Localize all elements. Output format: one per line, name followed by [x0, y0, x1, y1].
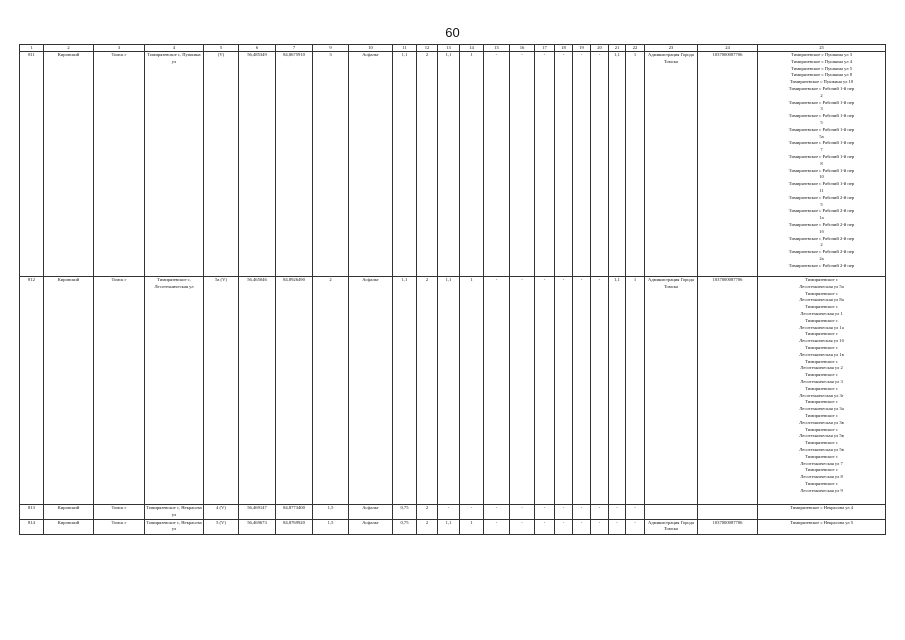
- served-address-line: Лесотехническая ул 7: [800, 460, 843, 466]
- column-header: 19: [573, 45, 591, 52]
- cell-value: -: [555, 519, 573, 534]
- served-address-line: Тимирязевское с Рабочий 2-й пер: [788, 235, 855, 241]
- cell-latitude: 56,469147: [239, 505, 276, 520]
- page-number: 60: [445, 25, 460, 40]
- served-address-line: Тимирязевское с: [805, 399, 838, 405]
- cell-area: 2: [313, 277, 349, 505]
- served-address-line: 3: [820, 106, 823, 112]
- served-address-line: Тимирязевское с: [805, 331, 838, 337]
- table-row: [20, 505, 886, 520]
- cell-settlement: Томск г: [94, 277, 145, 505]
- served-address-line: 8: [820, 160, 823, 166]
- cell-value: 1: [626, 277, 645, 505]
- column-header: 1: [20, 45, 44, 52]
- cell-value: -: [609, 505, 626, 520]
- served-address-line: Лесотехническая ул 5в: [799, 433, 844, 439]
- cell-settlement: Томск г: [94, 519, 145, 534]
- table-row: [20, 519, 886, 534]
- cell-value: -: [555, 52, 573, 277]
- cell-surface: Асфальт: [349, 52, 393, 277]
- cell-value: -: [535, 519, 555, 534]
- cell-value: -: [609, 519, 626, 534]
- served-address-line: Тимирязевское с: [805, 412, 838, 418]
- cell-value: -: [591, 505, 609, 520]
- cell-area: 1,5: [313, 519, 349, 534]
- cell-value: -: [460, 505, 484, 520]
- served-address-line: Лесотехническая ул 2: [800, 365, 843, 371]
- cell-number: 812: [20, 277, 44, 505]
- cell-value: 0,75: [393, 519, 417, 534]
- served-address-line: Тимирязевское с Рабочий 2-й пер: [788, 262, 855, 268]
- cell-address: Тимирязевское с, Некрасова ул: [145, 519, 204, 534]
- cell-value: -: [591, 519, 609, 534]
- cell-number: 814: [20, 519, 44, 534]
- served-address-line: Тимирязевское с: [805, 385, 838, 391]
- cell-value: -: [626, 519, 645, 534]
- cell-value: 0,75: [393, 505, 417, 520]
- column-header: 24: [698, 45, 758, 52]
- cell-value: -: [573, 277, 591, 505]
- served-address-line: Тимирязевское с Рабочий 1-й пер: [788, 140, 855, 146]
- table-row: [20, 52, 886, 277]
- column-number-row: [20, 45, 886, 52]
- served-address-line: Тимирязевское с: [805, 304, 838, 310]
- served-address-line: Лесотехническая ул 3г: [799, 392, 844, 398]
- served-address-line: Тимирязевское с Рабочий 1-й пер: [788, 85, 855, 91]
- served-address-line: Тимирязевское с Рабочий 1-й пер: [788, 167, 855, 173]
- cell-served-addresses: [758, 505, 886, 520]
- served-address-line: Лесотехническая ул 5в: [799, 446, 844, 452]
- column-header: 13: [438, 45, 460, 52]
- cell-value: 2: [417, 277, 438, 505]
- cell-settlement: Томск г: [94, 52, 145, 277]
- served-address-line: Тимирязевское с Рабочий 1-й пер: [788, 153, 855, 159]
- served-address-line: Тимирязевское с Пушкина ул 5: [790, 65, 852, 71]
- cell-number: 813: [20, 505, 44, 520]
- cell-number: 811: [20, 52, 44, 277]
- served-address-line: Лесотехническая ул 3: [800, 378, 843, 384]
- cell-owner: Администрация Города Томска: [645, 277, 698, 505]
- served-address-line: Тимирязевское с Рабочий 2-й пер: [788, 194, 855, 200]
- column-header: 5: [204, 45, 239, 52]
- cell-value: -: [573, 505, 591, 520]
- served-address-line: 1б: [819, 228, 824, 234]
- cell-volume: 5а (V): [204, 277, 239, 505]
- served-address-line: Тимирязевское с Рабочий 2-й пер: [788, 221, 855, 227]
- served-address-line: Тимирязевское с Пушкина ул 8: [790, 72, 852, 78]
- cell-value: 1,1: [438, 52, 460, 277]
- column-header: 23: [645, 45, 698, 52]
- cell-value: 2: [417, 505, 438, 520]
- cell-volume: 5 (V): [204, 519, 239, 534]
- served-address-line: Тимирязевское с Некрасова ул 5: [789, 519, 854, 525]
- column-header: 9: [313, 45, 349, 52]
- cell-value: -: [573, 519, 591, 534]
- served-address-line: 2а: [819, 255, 824, 261]
- column-header: 16: [510, 45, 535, 52]
- column-header: 17: [535, 45, 555, 52]
- served-address-line: Лесотехническая ул 3в: [799, 419, 844, 425]
- cell-value: -: [555, 277, 573, 505]
- cell-longitude: 84,8773400: [276, 505, 313, 520]
- cell-value: 1,1: [438, 519, 460, 534]
- column-header: 3: [94, 45, 145, 52]
- served-address-line: Тимирязевское с Пушкина ул 4: [790, 58, 852, 64]
- column-header: 25: [758, 45, 886, 52]
- cell-address: Тимирязевское с, Некрасова ул: [145, 505, 204, 520]
- cell-value: 1,1: [609, 277, 626, 505]
- served-address-line: Лесотехническая ул 5а: [799, 283, 844, 289]
- cell-value: -: [510, 277, 535, 505]
- served-address-line: Лесотехническая ул 1в: [799, 351, 844, 357]
- cell-surface: Асфальт: [349, 505, 393, 520]
- served-address-line: Лесотехническая ул 9: [800, 487, 843, 493]
- column-header: 18: [555, 45, 573, 52]
- cell-value: -: [438, 505, 460, 520]
- cell-value: 1: [460, 277, 484, 505]
- served-address-line: Лесотехническая ул 8а: [799, 297, 844, 303]
- cell-ogrn: [698, 505, 758, 520]
- served-address-line: Лесотехническая ул 8: [800, 474, 843, 480]
- cell-latitude: 56,465046: [239, 277, 276, 505]
- served-address-line: Тимирязевское с Некрасова ул 4: [789, 505, 854, 510]
- cell-address: Тимирязевское с, Пушкина ул: [145, 52, 204, 277]
- served-address-line: 2: [820, 242, 823, 248]
- served-address-line: Тимирязевское с Рабочий 1-й пер: [788, 113, 855, 119]
- cell-longitude: 84,8926490: [276, 277, 313, 505]
- served-address-line: 7: [820, 147, 823, 153]
- cell-value: -: [510, 519, 535, 534]
- column-header: 20: [591, 45, 609, 52]
- register-table: [19, 44, 886, 535]
- cell-value: -: [484, 519, 510, 534]
- cell-value: -: [535, 52, 555, 277]
- served-address-line: 5а: [819, 133, 824, 139]
- served-address-line: Тимирязевское с: [805, 467, 838, 473]
- cell-settlement: Томск г: [94, 505, 145, 520]
- served-address-line: Тимирязевское с Рабочий 1-й пер: [788, 181, 855, 187]
- cell-value: -: [626, 505, 645, 520]
- served-address-line: Тимирязевское с: [805, 453, 838, 459]
- column-header: 7: [276, 45, 313, 52]
- served-address-line: Тимирязевское с: [805, 290, 838, 296]
- served-address-line: Лесотехническая ул 1б: [799, 338, 844, 344]
- cell-value: 2: [417, 519, 438, 534]
- cell-ogrn: 1037000087706: [698, 52, 758, 277]
- served-address-line: Тимирязевское с Рабочий 1-й пер: [788, 126, 855, 132]
- cell-value: 1,1: [393, 277, 417, 505]
- served-address-line: Тимирязевское с Рабочий 2-й пер: [788, 208, 855, 214]
- cell-value: 2: [417, 52, 438, 277]
- served-address-line: Тимирязевское с Пушкина ул 3: [790, 52, 852, 57]
- cell-value: 1: [460, 52, 484, 277]
- served-address-line: Тимирязевское с: [805, 344, 838, 350]
- served-address-line: Тимирязевское с: [805, 480, 838, 486]
- served-address-line: Лесотехническая ул 3а: [799, 406, 844, 412]
- cell-ogrn: 1037000087706: [698, 277, 758, 505]
- cell-served-addresses: [758, 277, 886, 505]
- cell-value: -: [484, 277, 510, 505]
- served-address-line: 2: [820, 92, 823, 98]
- cell-value: -: [591, 277, 609, 505]
- cell-area: 3: [313, 52, 349, 277]
- served-address-line: Тимирязевское с: [805, 317, 838, 323]
- cell-latitude: 56,469673: [239, 519, 276, 534]
- cell-owner: Администрация Города Томска: [645, 52, 698, 277]
- cell-district: Кировский: [44, 505, 94, 520]
- column-header: 2: [44, 45, 94, 52]
- cell-value: -: [573, 52, 591, 277]
- cell-district: Кировский: [44, 519, 94, 534]
- cell-area: 1,5: [313, 505, 349, 520]
- table-row: [20, 277, 886, 505]
- served-address-line: Тимирязевское с Рабочий 2-й пер: [788, 249, 855, 255]
- column-header: 11: [393, 45, 417, 52]
- column-header: 14: [460, 45, 484, 52]
- cell-value: -: [555, 505, 573, 520]
- served-address-line: Тимирязевское с Пушкина ул 10: [789, 79, 854, 85]
- served-address-line: Тимирязевское с: [805, 358, 838, 364]
- cell-owner: [645, 505, 698, 520]
- served-address-line: Тимирязевское с: [805, 372, 838, 378]
- column-header: 15: [484, 45, 510, 52]
- cell-address: Тимирязевское с, Лесотехническая ул: [145, 277, 204, 505]
- served-address-line: Тимирязевское с: [805, 426, 838, 432]
- cell-district: Кировский: [44, 52, 94, 277]
- served-address-line: Тимирязевское с: [805, 277, 838, 282]
- column-header: 4: [145, 45, 204, 52]
- served-address-line: Лесотехническая ул 1: [800, 310, 843, 316]
- served-address-line: 10: [819, 174, 824, 180]
- cell-district: Кировский: [44, 277, 94, 505]
- column-header: 12: [417, 45, 438, 52]
- cell-latitude: 56,485349: [239, 52, 276, 277]
- served-address-line: Лесотехническая ул 1а: [799, 324, 844, 330]
- cell-ogrn: 1037000087706: [698, 519, 758, 534]
- cell-value: -: [535, 505, 555, 520]
- cell-surface: Асфальт: [349, 519, 393, 534]
- cell-longitude: 84,8769920: [276, 519, 313, 534]
- served-address-line: 1а: [819, 215, 824, 221]
- column-header: 21: [609, 45, 626, 52]
- column-header: 22: [626, 45, 645, 52]
- cell-value: -: [535, 277, 555, 505]
- cell-value: 1,1: [609, 52, 626, 277]
- column-header: 10: [349, 45, 393, 52]
- column-header: 6: [239, 45, 276, 52]
- cell-served-addresses: [758, 52, 886, 277]
- cell-value: 1,1: [393, 52, 417, 277]
- cell-value: 1: [626, 52, 645, 277]
- cell-longitude: 84,8675910: [276, 52, 313, 277]
- served-address-line: Тимирязевское с Рабочий 1-й пер: [788, 99, 855, 105]
- cell-surface: Асфальт: [349, 277, 393, 505]
- cell-value: -: [510, 52, 535, 277]
- cell-owner: Администрация Города Томска: [645, 519, 698, 534]
- cell-value: 1,1: [438, 277, 460, 505]
- served-address-line: Тимирязевское с: [805, 440, 838, 446]
- served-address-line: 11: [819, 187, 824, 193]
- cell-served-addresses: [758, 519, 886, 534]
- cell-value: -: [484, 52, 510, 277]
- cell-volume: 4 (V): [204, 505, 239, 520]
- served-address-line: 5: [820, 119, 823, 125]
- cell-volume: (V): [204, 52, 239, 277]
- served-address-line: 5: [820, 201, 823, 207]
- cell-value: -: [591, 52, 609, 277]
- cell-value: -: [510, 505, 535, 520]
- cell-value: -: [484, 505, 510, 520]
- cell-value: 1: [460, 519, 484, 534]
